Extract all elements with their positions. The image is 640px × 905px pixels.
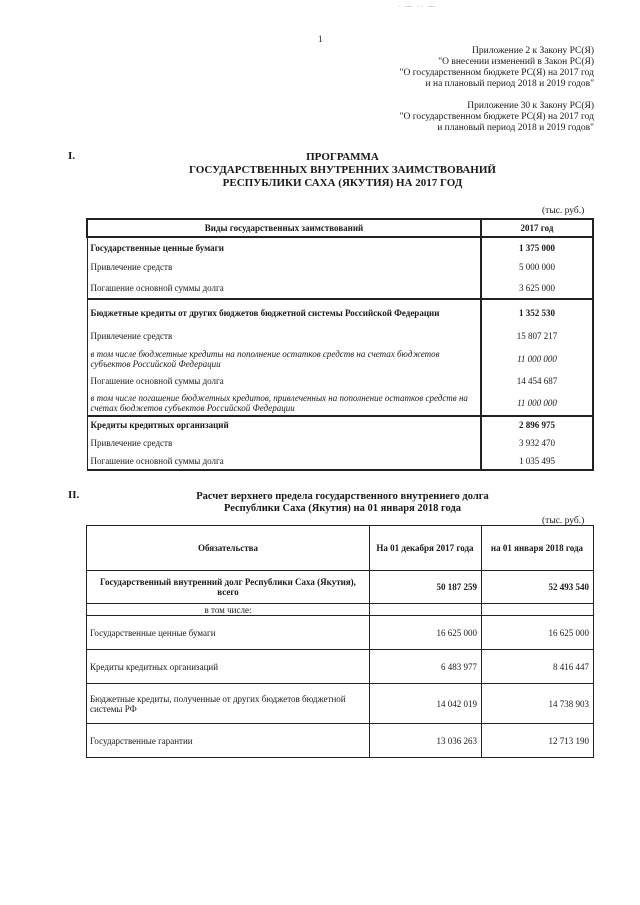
title-line: Республики Саха (Якутия) на 01 января 2018 года: [223, 503, 462, 514]
appendix-line: "О государственном бюджете РС(Я) на 2017 год: [399, 68, 594, 78]
section-1-number: I.: [68, 150, 76, 162]
row-value-dec: 50 187 259: [370, 571, 482, 604]
empty-cell: [370, 604, 482, 616]
appendix-line: "О внесении изменений в Закон РС(Я): [438, 57, 594, 67]
table-row: [87, 416, 593, 433]
debt-limit-table: [86, 525, 594, 758]
row-value: 1 375 000: [481, 237, 593, 257]
page-number: 1: [318, 34, 323, 44]
table-row: [87, 433, 593, 452]
column-header: 2017 год: [481, 219, 593, 237]
row-value: 1 035 495: [481, 452, 593, 470]
title-line: РЕСПУБЛИКИ САХА (ЯКУТИЯ) НА 2017 ГОД: [222, 177, 463, 189]
table-row: [87, 684, 594, 724]
row-value: 2 896 975: [481, 416, 593, 433]
table-row: [87, 390, 593, 416]
title-line: ГОСУДАРСТВЕННЫХ ВНУТРЕННИХ ЗАИМСТВОВАНИЙ: [189, 164, 496, 176]
title-line: Расчет верхнего предела государственного внутреннего долга: [196, 491, 489, 502]
row-value-dec: 13 036 263: [370, 724, 482, 758]
row-label: Кредиты кредитных организаций: [87, 416, 481, 433]
appendix-line: Приложение 30 к Закону РС(Я): [467, 101, 594, 111]
table-row: [87, 299, 593, 326]
row-value: 5 000 000: [481, 257, 593, 277]
row-value: 11 000 000: [481, 346, 593, 372]
row-label: Привлечение средств: [87, 257, 481, 277]
table-row: [87, 237, 593, 257]
column-header: Виды государственных заимствований: [87, 219, 481, 237]
section-1-title: [0, 151, 640, 190]
table-row: [87, 604, 594, 616]
table-row: [87, 346, 593, 372]
row-label: Бюджетные кредиты от других бюджетов бюджетной системы Российской Федерации: [87, 299, 481, 326]
row-value: 15 807 217: [481, 326, 593, 346]
title-line: ПРОГРАММА: [306, 151, 379, 163]
row-value-dec: 16 625 000: [370, 616, 482, 650]
row-label: Привлечение средств: [87, 433, 481, 452]
table-header-row: [87, 526, 594, 571]
empty-cell: [482, 604, 594, 616]
table-row: [87, 257, 593, 277]
table-row: [87, 650, 594, 684]
table-row: [87, 277, 593, 299]
unit-label: (тыс. руб.): [542, 206, 585, 216]
appendix-line: и на плановый период 2018 и 2019 годов": [425, 79, 594, 89]
appendix-line: Приложение 2 к Закону РС(Я): [472, 46, 594, 56]
scan-mark: · — ·· —: [398, 4, 437, 10]
appendix-line: и плановый период 2018 и 2019 годов": [437, 123, 594, 133]
row-value-dec: 6 483 977: [370, 650, 482, 684]
column-header: на 01 января 2018 года: [482, 526, 594, 571]
including-label: в том числе:: [87, 604, 370, 616]
row-value-jan: 16 625 000: [482, 616, 594, 650]
unit-label: (тыс. руб.): [542, 516, 585, 526]
row-label: в том числе погашение бюджетных кредитов, привлеченных на пополнение остатков средств на счетах бюджетов субъектов Российской Федерации: [87, 390, 481, 416]
row-value-jan: 8 416 447: [482, 650, 594, 684]
row-value: 11 000 000: [481, 390, 593, 416]
appendix-note-2: [400, 101, 594, 134]
row-label: Привлечение средств: [87, 326, 481, 346]
row-value: 14 454 687: [481, 372, 593, 390]
row-label: Погашение основной суммы долга: [87, 452, 481, 470]
table-header-row: [87, 219, 593, 237]
row-value-dec: 14 042 019: [370, 684, 482, 724]
row-label: Государственные гарантии: [87, 724, 370, 758]
section-2-number: II.: [68, 489, 80, 501]
column-header: Обязательства: [87, 526, 370, 571]
row-label: Кредиты кредитных организаций: [87, 650, 370, 684]
table-row: [87, 452, 593, 470]
row-label: Государственные ценные бумаги: [87, 237, 481, 257]
row-value-jan: 14 738 903: [482, 684, 594, 724]
row-label: Государственные ценные бумаги: [87, 616, 370, 650]
row-label: Погашение основной суммы долга: [87, 277, 481, 299]
section-2-title: [0, 491, 640, 515]
row-value-jan: 12 713 190: [482, 724, 594, 758]
row-label: Погашение основной суммы долга: [87, 372, 481, 390]
row-label: в том числе бюджетные кредиты на пополнение остатков средств на счетах бюджетов субъектов Российской Федерации: [87, 346, 481, 372]
row-value: 3 932 470: [481, 433, 593, 452]
borrowing-program-table: [86, 218, 594, 471]
table-row: [87, 724, 594, 758]
appendix-note-1: [400, 46, 594, 90]
row-value-jan: 52 493 540: [482, 571, 594, 604]
row-label: Бюджетные кредиты, полученные от других бюджетов бюджетной системы РФ: [87, 684, 370, 724]
column-header: На 01 декабря 2017 года: [370, 526, 482, 571]
row-value: 3 625 000: [481, 277, 593, 299]
row-label: Государственный внутренний долг Республики Саха (Якутия), всего: [87, 571, 370, 604]
table-row: [87, 616, 594, 650]
row-value: 1 352 530: [481, 299, 593, 326]
table-row: [87, 326, 593, 346]
table-row-total: [87, 571, 594, 604]
appendix-line: "О государственном бюджете РС(Я) на 2017 год: [399, 112, 594, 122]
table-row: [87, 372, 593, 390]
